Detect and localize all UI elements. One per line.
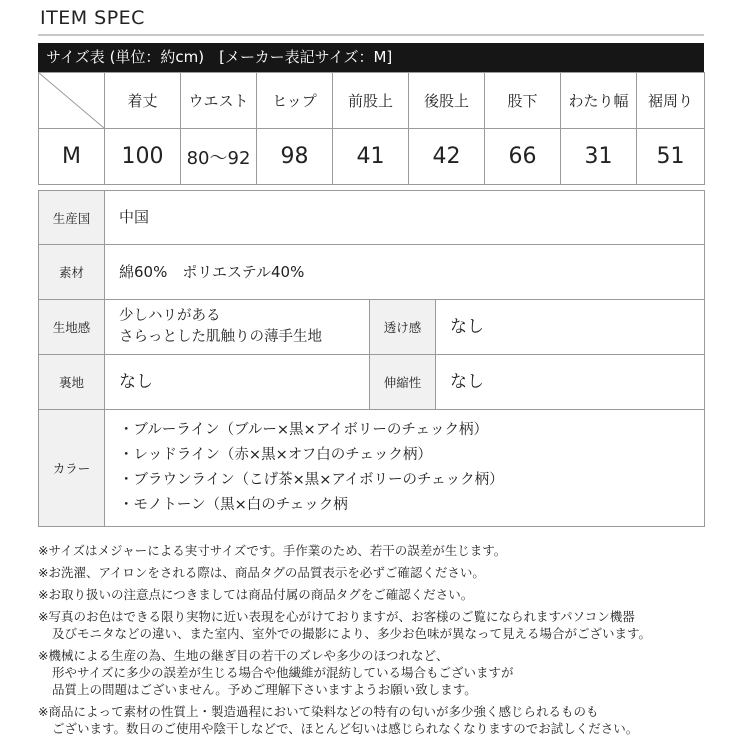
size-value-cell: 80～92 [181,129,257,185]
spec-row-material [39,245,705,300]
size-value-cell: 100 [105,129,181,185]
note-line: ございます。数日のご使用や陰干しなどで、ほとんど匂いは感じられなくなりますのでお試しください。 [52,721,639,736]
color-item: ・レッドライン（赤×黒×オフ白のチェック柄） [119,447,432,463]
size-column-header: わたり幅 [561,73,637,129]
size-value-cell: 41 [333,129,409,185]
size-table-row [39,129,705,185]
color-list [105,410,705,527]
size-table-corner-cell [39,73,105,129]
size-column-header: 後股上 [409,73,485,129]
size-column-header: ヒップ [257,73,333,129]
texture-line: 少しハリがある [119,308,221,324]
note-item [38,703,728,737]
spec-table [38,190,705,527]
note-line: ※お洗濯、アイロンをされる際は、商品タグの品質表示を必ずご確認ください。 [38,565,485,580]
origin-value: 中国 [105,191,705,245]
note-line: ※写真のお色はできる限り実物に近い表現を心がけておりますが、お客様のご覧になられますパソコン機器 [38,609,635,624]
size-column-header: 前股上 [333,73,409,129]
material-value: 綿60% ポリエステル40% [105,245,705,300]
size-table-header: サイズ表 (単位：約cm) [メーカー表記サイズ：M] [38,43,704,72]
section-heading: ITEM SPEC [40,7,145,29]
material-label: 素材 [39,245,105,300]
origin-label: 生産国 [39,191,105,245]
sheer-label: 透け感 [370,300,436,355]
texture-value [105,300,370,355]
size-column-header: 着丈 [105,73,181,129]
sheer-value: なし [436,300,705,355]
spec-row-texture [39,300,705,355]
lining-label: 裏地 [39,355,105,410]
note-item [38,608,728,642]
note-line: ※サイズはメジャーによる実寸サイズです。手作業のため、若干の誤差が生じます。 [38,543,507,558]
size-table-header-row [39,73,705,129]
note-line: ※お取り扱いの注意点につきましては商品付属の商品タグをご確認ください。 [38,587,474,602]
note-line: ※商品によって素材の性質上・製造過程において染料などの特有の匂いが多少強く感じられるものも [38,704,599,719]
spec-row-origin [39,191,705,245]
color-label: カラー [39,410,105,527]
size-value-cell: 66 [485,129,561,185]
spec-row-lining [39,355,705,410]
size-column-header: 裾周り [637,73,705,129]
stretch-value: なし [436,355,705,410]
note-item [38,647,728,698]
size-value-cell: 51 [637,129,705,185]
size-value-cell: 42 [409,129,485,185]
size-value-cell: 31 [561,129,637,185]
size-value-cell: 98 [257,129,333,185]
diagonal-line [39,73,104,128]
heading-divider [38,34,704,36]
texture-label: 生地感 [39,300,105,355]
size-table [38,72,705,185]
note-line: 形やサイズに多少の誤差が生じる場合や他繊維が混紡している場合もございますが [52,665,514,680]
texture-line: さらっとした肌触りの薄手生地 [119,329,322,345]
note-line: 及びモニタなどの違い、また室内、室外での撮影により、多少お色味が異なって見える場合がございます。 [52,626,652,641]
note-item [38,542,728,559]
color-item: ・ブラウンライン（こげ茶×黒×アイボリーのチェック柄） [119,472,504,488]
size-label-cell: M [39,129,105,185]
note-item [38,564,728,581]
note-line: 品質上の問題はございません。予めご理解下さいますようお願い致します。 [52,682,477,697]
color-item: ・ブルーライン（ブルー×黒×アイボリーのチェック柄） [119,422,488,438]
notes-section [38,542,728,740]
size-column-header: 股下 [485,73,561,129]
size-column-header: ウエスト [181,73,257,129]
stretch-label: 伸縮性 [370,355,436,410]
note-item [38,586,728,603]
note-line: ※機械による生産の為、生地の継ぎ目の若干のズレや多少のほつれなど、 [38,648,449,663]
color-item: ・モノトーン（黒×白のチェック柄 [119,497,348,513]
lining-value: なし [105,355,370,410]
spec-row-colors [39,410,705,527]
